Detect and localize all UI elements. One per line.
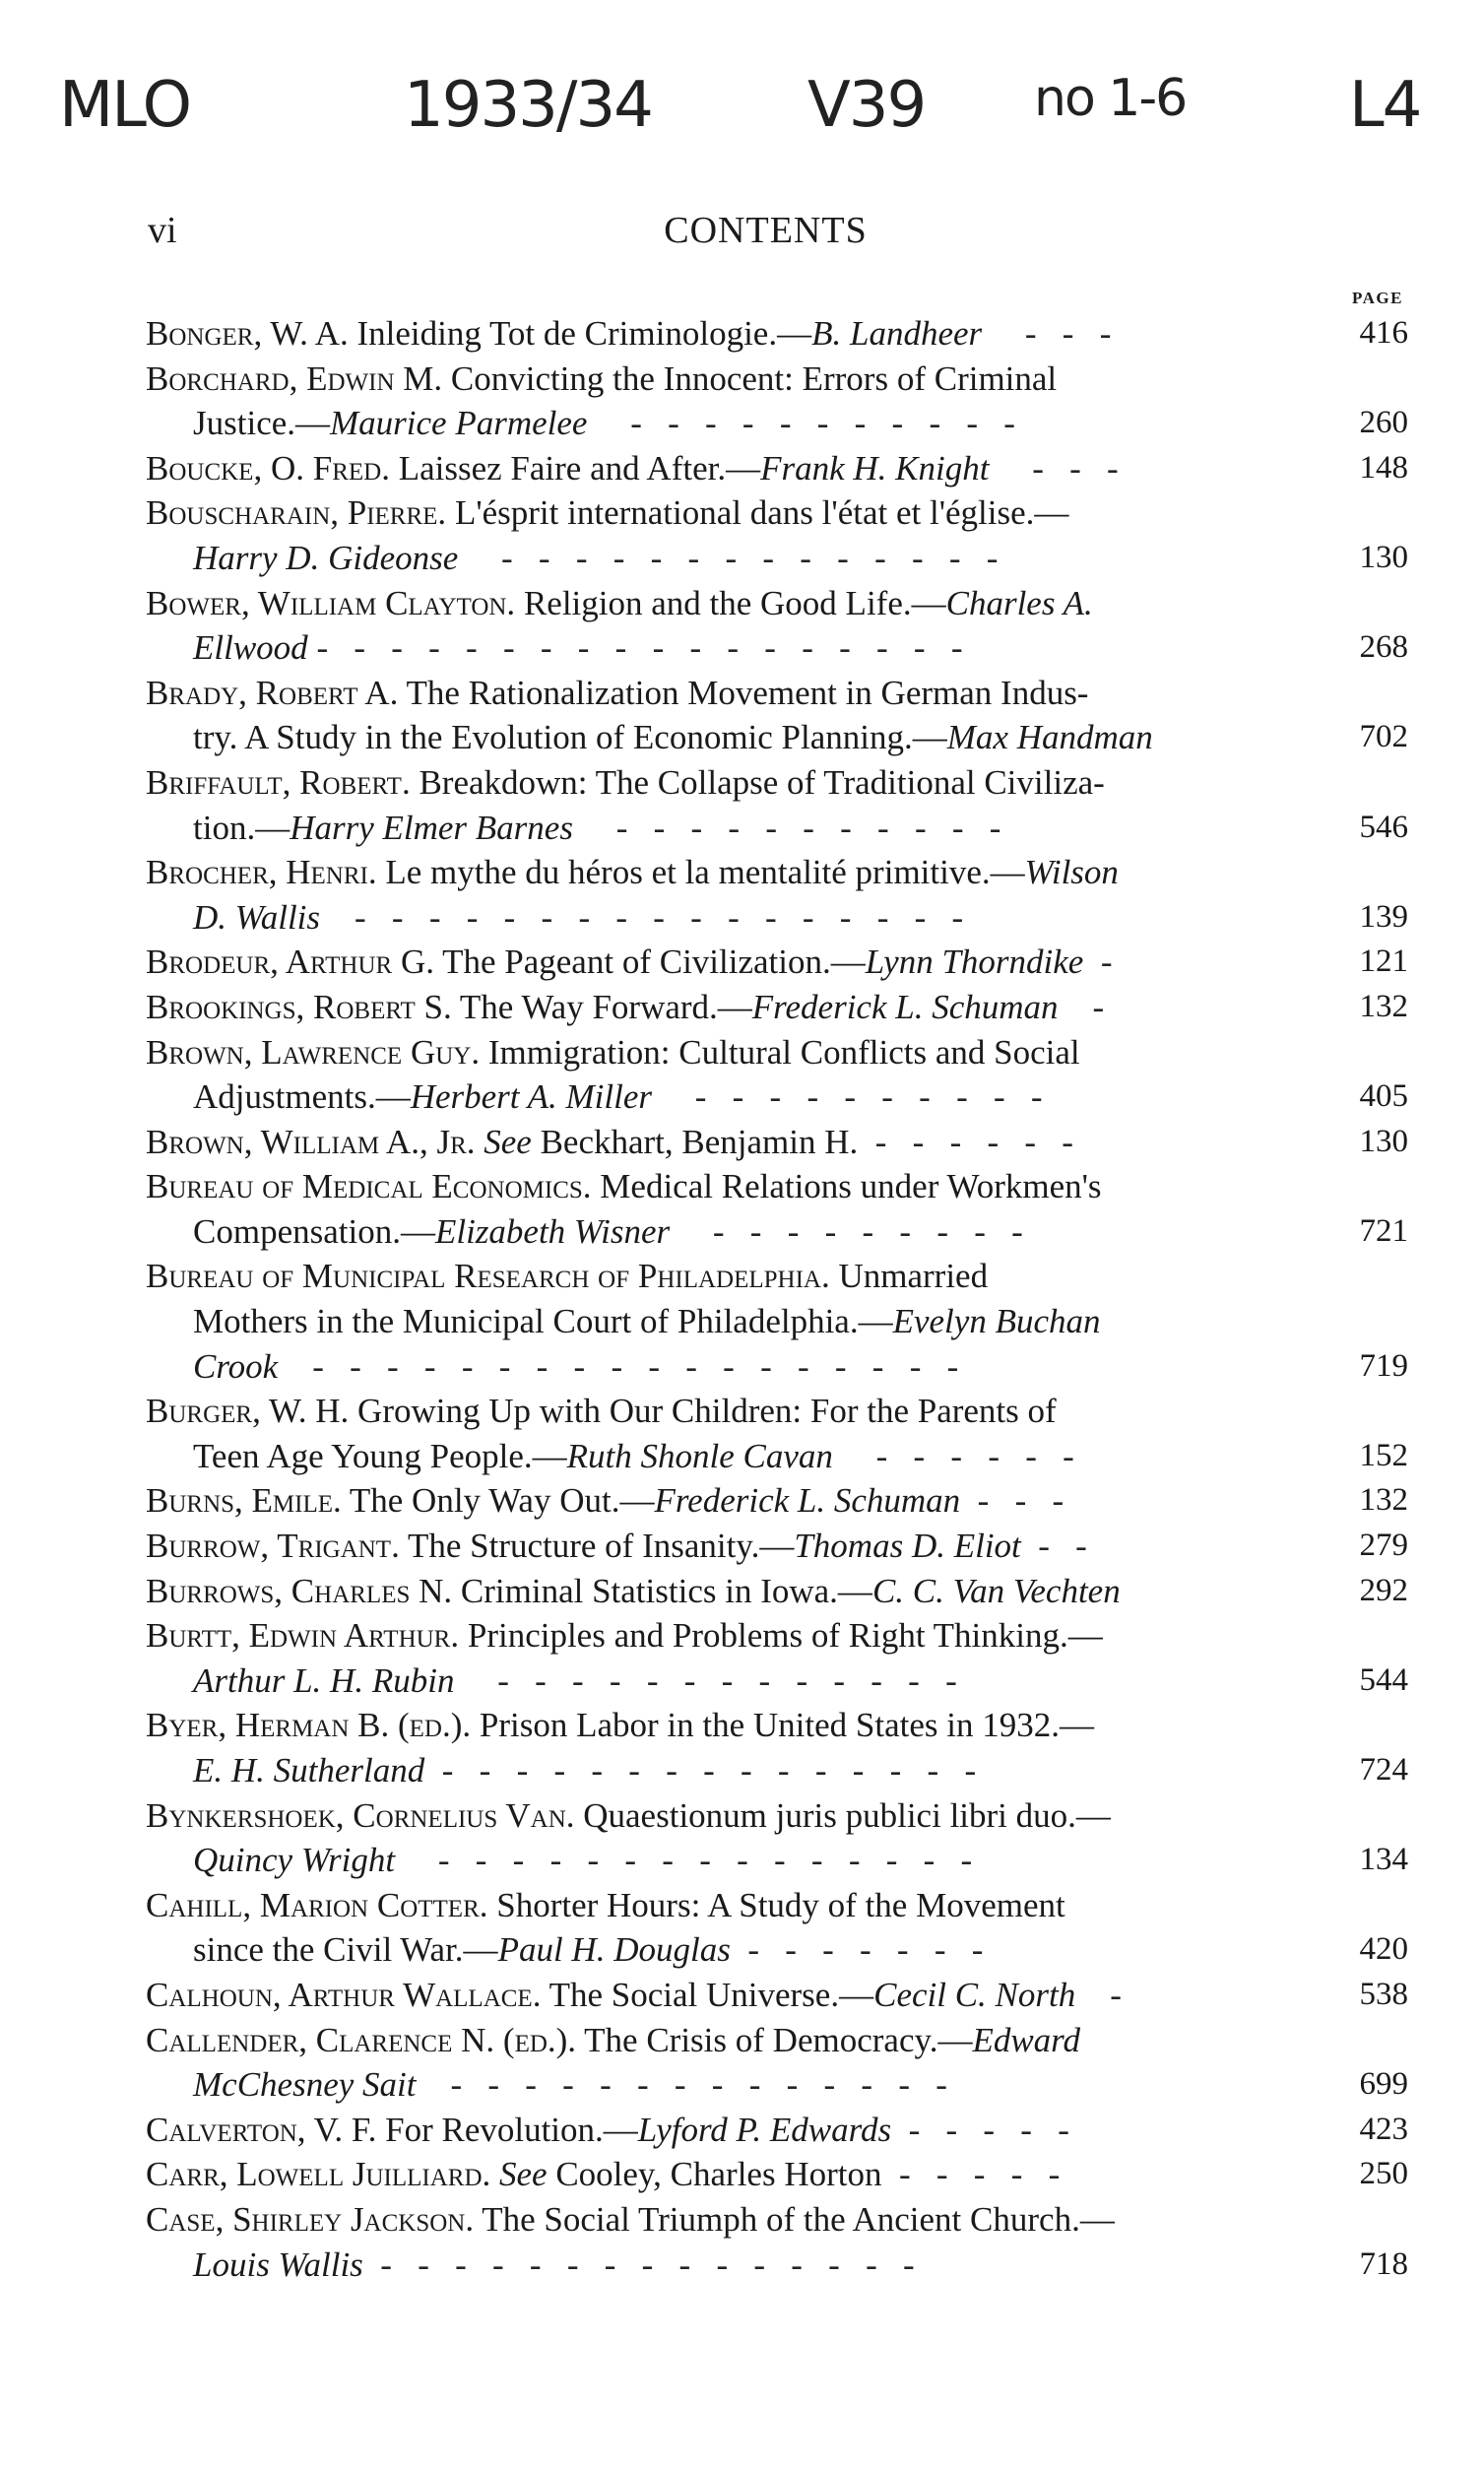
entry-reviewer: D. Wallis bbox=[193, 897, 321, 937]
entry-title: The Only Way Out.— bbox=[349, 1481, 655, 1521]
dot-leader: - bbox=[1092, 943, 1113, 982]
entry-line bbox=[146, 895, 1408, 941]
entry-page: 416 bbox=[1359, 315, 1408, 351]
entry-line bbox=[146, 1703, 1288, 1748]
entry-reviewer: Frederick L. Schuman bbox=[751, 987, 1059, 1026]
entry-title: Laissez Faire and After.— bbox=[398, 448, 761, 488]
entry-page: 699 bbox=[1359, 2066, 1408, 2103]
entry-author: Burrows, Charles N. bbox=[146, 1571, 453, 1610]
entry-page: 268 bbox=[1359, 629, 1408, 666]
dot-leader: - - - bbox=[968, 1481, 1065, 1521]
entry-page: 260 bbox=[1359, 405, 1408, 441]
entry-reviewer: Ruth Shonle Cavan bbox=[566, 1436, 833, 1475]
entry-reviewer: Charles A. bbox=[945, 583, 1093, 622]
entry-line bbox=[146, 1389, 1288, 1434]
entry-title: The Way Forward.— bbox=[459, 987, 752, 1026]
entry-title: Breakdown: The Collapse of Traditional Civiliza- bbox=[419, 762, 1105, 802]
entry-title: The Rationalization Movement in German Indus- bbox=[406, 673, 1089, 712]
entry-author: Callender, Clarence N. (ed.). bbox=[146, 2020, 577, 2059]
entry-line bbox=[146, 2197, 1288, 2243]
handwritten-note: 1933/34 bbox=[404, 69, 652, 142]
entry-reviewer: Lynn Thorndike bbox=[865, 943, 1084, 982]
entry-page: 134 bbox=[1359, 1842, 1408, 1878]
entry-author: Brocher, Henri. bbox=[146, 853, 377, 892]
entry-line bbox=[146, 446, 1408, 491]
entry-line bbox=[146, 671, 1288, 716]
entry-reviewer: C. C. Van Vechten bbox=[871, 1571, 1121, 1610]
entry-author: Briffault, Robert. bbox=[146, 762, 411, 802]
entry-author: Case, Shirley Jackson. bbox=[146, 2199, 475, 2239]
entry-title: Compensation.— bbox=[193, 1211, 435, 1251]
entry-reviewer: Maurice Parmelee bbox=[330, 404, 588, 443]
entry-reviewer: Crook bbox=[193, 1346, 279, 1386]
contents-entry bbox=[146, 760, 1406, 850]
entry-line bbox=[146, 536, 1408, 581]
entry-page: 702 bbox=[1359, 719, 1408, 755]
dot-leader: - - - - - - - - - - - - - - - - - bbox=[328, 897, 964, 937]
dot-leader: - - bbox=[1029, 1527, 1087, 1566]
entry-author: Bower, William Clayton. bbox=[146, 583, 516, 622]
entry-page: 721 bbox=[1359, 1212, 1408, 1249]
entry-title: Prison Labor in the United States in 1932.— bbox=[479, 1706, 1094, 1745]
entry-page: 139 bbox=[1359, 898, 1408, 935]
entry-cross-reference: Beckhart, Benjamin H. bbox=[540, 1122, 859, 1161]
entry-page: 121 bbox=[1359, 943, 1408, 980]
entry-line bbox=[146, 1927, 1408, 1973]
entry-author: Bonger, W. A. bbox=[146, 314, 349, 353]
entry-reviewer: Evelyn Buchan bbox=[892, 1302, 1101, 1341]
entry-page: 130 bbox=[1359, 539, 1408, 575]
entry-line bbox=[146, 1659, 1408, 1704]
entry-title: The Pageant of Civilization.— bbox=[442, 943, 866, 982]
entry-title: Unmarried bbox=[838, 1257, 989, 1296]
entry-title: Quaestionum juris publici libri duo.— bbox=[583, 1795, 1111, 1835]
contents-entry bbox=[146, 1569, 1406, 1614]
dot-leader: - - - - - - - - - - - - - - - bbox=[433, 1751, 977, 1789]
entry-reviewer: Lyford P. Edwards bbox=[637, 2110, 892, 2149]
contents-entry bbox=[146, 671, 1406, 760]
entry-reviewer: Paul H. Douglas bbox=[497, 1930, 731, 1970]
entry-reviewer: Arthur L. H. Rubin bbox=[193, 1660, 455, 1700]
entry-reviewer: Quincy Wright bbox=[193, 1841, 396, 1880]
entry-line bbox=[146, 625, 1408, 671]
handwritten-note: MLO bbox=[59, 69, 190, 142]
dot-leader: - - - - - - - - - - bbox=[660, 1077, 1043, 1117]
entry-title: Criminal Statistics in Iowa.— bbox=[460, 1571, 872, 1610]
dot-leader: - - - - - - - - - - - bbox=[596, 404, 1015, 443]
entry-title: try. A Study in the Evolution of Economic Planning.— bbox=[193, 718, 947, 757]
entry-title: For Revolution.— bbox=[385, 2110, 638, 2149]
dot-leader: - bbox=[1084, 1975, 1122, 2014]
entry-line bbox=[146, 1883, 1288, 1928]
entry-reviewer: Max Handman bbox=[946, 718, 1153, 757]
entry-line bbox=[146, 1254, 1288, 1299]
entry-line bbox=[146, 1074, 1408, 1120]
entry-page: 132 bbox=[1359, 988, 1408, 1024]
entry-line bbox=[146, 1030, 1288, 1075]
dot-leader: - - - - - - - bbox=[739, 1930, 984, 1970]
entry-author: Brookings, Robert S. bbox=[146, 987, 452, 1026]
entry-author: Carr, Lowell Juilliard. bbox=[146, 2155, 491, 2194]
entry-page: 423 bbox=[1359, 2111, 1408, 2147]
dot-leader: - - - - - bbox=[899, 2110, 1069, 2149]
entry-reviewer: McChesney Sait bbox=[193, 2065, 417, 2105]
entry-page: 718 bbox=[1359, 2245, 1408, 2282]
dot-leader: - - - - - - - - - - - - - - - bbox=[371, 2244, 915, 2284]
entry-reviewer: Edward bbox=[972, 2020, 1080, 2059]
contents-entry bbox=[146, 446, 1406, 491]
entry-page: 130 bbox=[1359, 1123, 1408, 1159]
entry-line bbox=[146, 2062, 1408, 2108]
entry-title: The Structure of Insanity.— bbox=[407, 1527, 795, 1566]
contents-entry bbox=[146, 490, 1406, 580]
dot-leader: - - - bbox=[990, 314, 1112, 353]
contents-entry bbox=[146, 2108, 1406, 2153]
entry-page: 405 bbox=[1359, 1078, 1408, 1115]
handwritten-note: V39 bbox=[807, 69, 926, 142]
entry-reviewer: Frank H. Knight bbox=[760, 448, 990, 488]
dot-leader: - - - - - - - - - - - - - - bbox=[467, 538, 999, 577]
entry-line bbox=[146, 1209, 1408, 1255]
entry-line bbox=[146, 2243, 1408, 2288]
entry-line bbox=[146, 1120, 1408, 1165]
entry-line bbox=[146, 1748, 1408, 1793]
entry-line bbox=[146, 490, 1288, 536]
dot-leader: - - - - - - - - - - - - - - bbox=[424, 2065, 947, 2105]
entry-line bbox=[146, 940, 1408, 985]
entry-line bbox=[146, 1569, 1408, 1614]
dot-leader: - - - - - bbox=[890, 2155, 1061, 2194]
entry-author: Burtt, Edwin Arthur. bbox=[146, 1616, 460, 1656]
entry-author: Byer, Herman B. (ed.). bbox=[146, 1706, 472, 1745]
entry-line bbox=[146, 1613, 1288, 1659]
entry-title: Shorter Hours: A Study of the Movement bbox=[496, 1885, 1065, 1924]
entry-line bbox=[146, 1344, 1408, 1390]
entry-title: Adjustments.— bbox=[193, 1077, 411, 1117]
entry-line bbox=[146, 311, 1408, 357]
entry-author: Borchard, Edwin M. bbox=[146, 358, 443, 398]
page-title: CONTENTS bbox=[664, 210, 868, 251]
handwritten-notes bbox=[49, 69, 1428, 177]
contents-list bbox=[146, 311, 1406, 2287]
entry-title: The Crisis of Democracy.— bbox=[584, 2020, 973, 2059]
entry-reviewer: B. Landheer bbox=[811, 314, 983, 353]
entry-title: Religion and the Good Life.— bbox=[523, 583, 946, 622]
dot-leader: - - - - - - - - - - - - - - - bbox=[403, 1841, 973, 1880]
entry-author: Bynkershoek, Cornelius Van. bbox=[146, 1795, 575, 1835]
contents-entry bbox=[146, 1389, 1406, 1478]
entry-line bbox=[146, 2108, 1408, 2153]
entry-author: Brown, Lawrence Guy. bbox=[146, 1032, 481, 1072]
entry-title: tion.— bbox=[193, 808, 290, 847]
handwritten-note: no 1-6 bbox=[1034, 69, 1187, 128]
contents-entry bbox=[146, 850, 1406, 940]
entry-title: Inleiding Tot de Criminologie.— bbox=[356, 314, 812, 353]
entry-line bbox=[146, 1973, 1408, 2018]
entry-reviewer: Louis Wallis bbox=[193, 2244, 363, 2284]
entry-title: Le mythe du héros et la mentalité primitive.— bbox=[385, 853, 1025, 892]
contents-entry bbox=[146, 1883, 1406, 1973]
entry-reviewer: Cecil C. North bbox=[873, 1975, 1076, 2014]
entry-line bbox=[146, 1793, 1288, 1839]
entry-page: 719 bbox=[1359, 1347, 1408, 1384]
contents-entry bbox=[146, 1164, 1406, 1254]
contents-entry bbox=[146, 1030, 1406, 1120]
entry-cross-reference: Cooley, Charles Horton bbox=[555, 2155, 882, 2194]
entry-reviewer: Herbert A. Miller bbox=[410, 1077, 652, 1117]
entry-title: Mothers in the Municipal Court of Philadelphia.— bbox=[193, 1302, 893, 1341]
dot-leader: - - - - - - - - - - - - - - - - - - bbox=[316, 628, 963, 668]
page-header bbox=[148, 209, 1384, 258]
dot-leader: - - - - - - - - - - - bbox=[581, 808, 1001, 847]
entry-title: The Social Triumph of the Ancient Church.— bbox=[482, 2199, 1115, 2239]
entry-see-label: See bbox=[484, 1122, 532, 1161]
entry-line bbox=[146, 1524, 1408, 1569]
page-number: vi bbox=[148, 210, 177, 251]
contents-entry bbox=[146, 1973, 1406, 2018]
contents-entry bbox=[146, 1254, 1406, 1389]
entry-author: Burger, W. H. bbox=[146, 1392, 350, 1431]
handwritten-note: L4 bbox=[1349, 69, 1421, 142]
entry-author: Burrow, Trigant. bbox=[146, 1527, 400, 1566]
contents-entry bbox=[146, 2018, 1406, 2108]
entry-line bbox=[146, 1164, 1288, 1209]
entry-author: Brodeur, Arthur G. bbox=[146, 943, 434, 982]
contents-entry bbox=[146, 357, 1406, 446]
entry-title: L'ésprit international dans l'état et l'église.— bbox=[454, 493, 1069, 533]
contents-entry bbox=[146, 985, 1406, 1030]
entry-page: 546 bbox=[1359, 809, 1408, 845]
entry-title: Growing Up with Our Children: For the Parents of bbox=[357, 1392, 1057, 1431]
entry-line bbox=[146, 581, 1288, 626]
contents-entry bbox=[146, 1703, 1406, 1792]
page-column-label: PAGE bbox=[1352, 289, 1403, 307]
entry-reviewer: E. H. Sutherland bbox=[193, 1751, 425, 1789]
entry-line bbox=[146, 2018, 1288, 2063]
contents-entry bbox=[146, 2152, 1406, 2197]
entry-reviewer: Harry D. Gideonse bbox=[193, 538, 459, 577]
entry-reviewer: Elizabeth Wisner bbox=[434, 1211, 671, 1251]
entry-title: Teen Age Young People.— bbox=[193, 1436, 567, 1475]
contents-entry bbox=[146, 2197, 1406, 2287]
dot-leader: - - - bbox=[998, 448, 1119, 488]
dot-leader: - - - - - - bbox=[841, 1436, 1074, 1475]
entry-reviewer: Frederick L. Schuman bbox=[654, 1481, 961, 1521]
contents-entry bbox=[146, 311, 1406, 357]
dot-leader: - - - - - - bbox=[867, 1122, 1073, 1161]
entry-line bbox=[146, 1299, 1288, 1344]
entry-line bbox=[146, 1838, 1408, 1883]
entry-line bbox=[146, 985, 1408, 1030]
entry-title: Justice.— bbox=[193, 404, 331, 443]
entry-author: Brown, William A., Jr. bbox=[146, 1122, 476, 1161]
contents-entry bbox=[146, 1478, 1406, 1524]
contents-entry bbox=[146, 1613, 1406, 1703]
dot-leader: - - - - - - - - - - - - - bbox=[463, 1660, 957, 1700]
entry-author: Bouscharain, Pierre. bbox=[146, 493, 447, 533]
entry-line bbox=[146, 2152, 1408, 2197]
entry-line bbox=[146, 357, 1288, 402]
entry-author: Calverton, V. F. bbox=[146, 2110, 377, 2149]
dot-leader: - bbox=[1066, 987, 1105, 1026]
entry-author: Boucke, O. Fred. bbox=[146, 448, 390, 488]
entry-title: since the Civil War.— bbox=[193, 1930, 498, 1970]
contents-entry bbox=[146, 1120, 1406, 1165]
entry-reviewer: Thomas D. Eliot bbox=[794, 1527, 1021, 1566]
contents-entry bbox=[146, 940, 1406, 985]
entry-page: 132 bbox=[1359, 1482, 1408, 1519]
entry-line bbox=[146, 1434, 1408, 1479]
entry-reviewer: Wilson bbox=[1024, 853, 1119, 892]
entry-page: 152 bbox=[1359, 1437, 1408, 1473]
entry-page: 292 bbox=[1359, 1572, 1408, 1608]
entry-page: 279 bbox=[1359, 1528, 1408, 1564]
entry-page: 544 bbox=[1359, 1661, 1408, 1698]
contents-entry bbox=[146, 581, 1406, 671]
contents-entry bbox=[146, 1524, 1406, 1569]
entry-author: Brady, Robert A. bbox=[146, 673, 399, 712]
entry-author: Cahill, Marion Cotter. bbox=[146, 1885, 488, 1924]
contents-entry bbox=[146, 1793, 1406, 1883]
entry-title: Convicting the Innocent: Errors of Criminal bbox=[450, 358, 1058, 398]
entry-author: Calhoun, Arthur Wallace. bbox=[146, 1975, 542, 2014]
entry-page: 724 bbox=[1359, 1752, 1408, 1788]
entry-author: Burns, Emile. bbox=[146, 1481, 342, 1521]
entry-title: Principles and Problems of Right Thinking.— bbox=[467, 1616, 1103, 1656]
dot-leader: - - - - - - - - - bbox=[677, 1211, 1023, 1251]
entry-line bbox=[146, 806, 1408, 851]
entry-line bbox=[146, 401, 1408, 446]
entry-page: 420 bbox=[1359, 1931, 1408, 1968]
entry-reviewer: Ellwood bbox=[193, 628, 308, 668]
entry-see-label: See bbox=[499, 2155, 548, 2194]
entry-page: 538 bbox=[1359, 1976, 1408, 2012]
entry-title: The Social Universe.— bbox=[548, 1975, 874, 2014]
entry-title: Medical Relations under Workmen's bbox=[600, 1167, 1102, 1206]
entry-line bbox=[146, 850, 1288, 895]
entry-page: 250 bbox=[1359, 2156, 1408, 2192]
entry-line bbox=[146, 1478, 1408, 1524]
entry-line bbox=[146, 715, 1408, 760]
entry-line bbox=[146, 760, 1288, 806]
dot-leader: - - - - - - - - - - - - - - - - - - bbox=[286, 1346, 959, 1386]
entry-page: 148 bbox=[1359, 449, 1408, 486]
entry-author: Bureau of Municipal Research of Philadelphia. bbox=[146, 1257, 830, 1296]
entry-reviewer: Harry Elmer Barnes bbox=[290, 808, 573, 847]
entry-title: Immigration: Cultural Conflicts and Social bbox=[487, 1032, 1080, 1072]
entry-author: Bureau of Medical Economics. bbox=[146, 1167, 592, 1206]
